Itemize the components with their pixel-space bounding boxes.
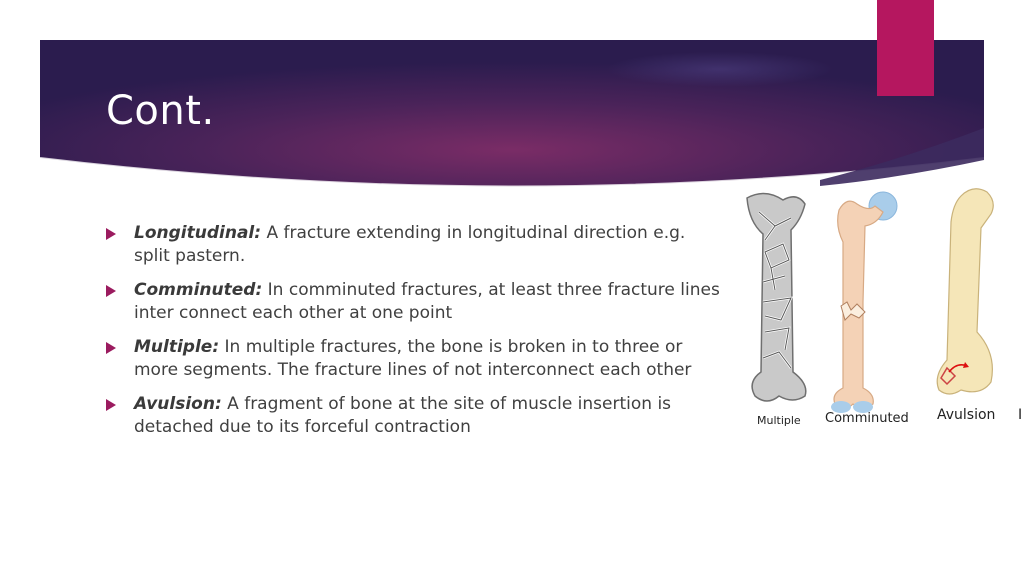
bullet-arrow-icon [106, 228, 116, 240]
bullet-term: Comminuted: [134, 280, 263, 300]
label-comminuted: Comminuted [825, 411, 909, 426]
bullet-text: In multiple fractures, the bone is broken in to three or more segments. The fracture lines of not interconnect each other [134, 337, 692, 380]
bullet-longitudinal [104, 222, 724, 268]
bullet-text: A fracture extending in longitudinal direction e.g. split pastern. [134, 223, 686, 266]
bullet-arrow-icon [106, 399, 116, 411]
comminuted-fracture-bone [831, 192, 897, 413]
bullet-list [104, 222, 724, 450]
label-avulsion: Avulsion [937, 407, 996, 423]
slide-title: Cont. [106, 88, 215, 134]
bone-drawings [735, 182, 1024, 432]
bullet-comminuted [104, 279, 724, 325]
label-cut-off: I [1018, 407, 1023, 423]
bullet-term: Multiple: [134, 337, 220, 357]
bullet-arrow-icon [106, 285, 116, 297]
fracture-illustration [735, 182, 1024, 432]
bullet-multiple [104, 336, 724, 382]
bullet-avulsion [104, 393, 724, 439]
bullet-term: Avulsion: [134, 394, 222, 414]
accent-tab [877, 0, 934, 96]
avulsion-fracture-bone [937, 189, 993, 394]
bullet-text: A fragment of bone at the site of muscle insertion is detached due to its forceful contraction [134, 394, 672, 437]
bullet-term: Longitudinal: [134, 223, 262, 243]
label-multiple: Multiple [757, 414, 801, 427]
multiple-fracture-bone [747, 193, 806, 401]
bullet-text: In comminuted fractures, at least three fracture lines inter connect each other at one point [134, 280, 720, 323]
bullet-arrow-icon [106, 342, 116, 354]
